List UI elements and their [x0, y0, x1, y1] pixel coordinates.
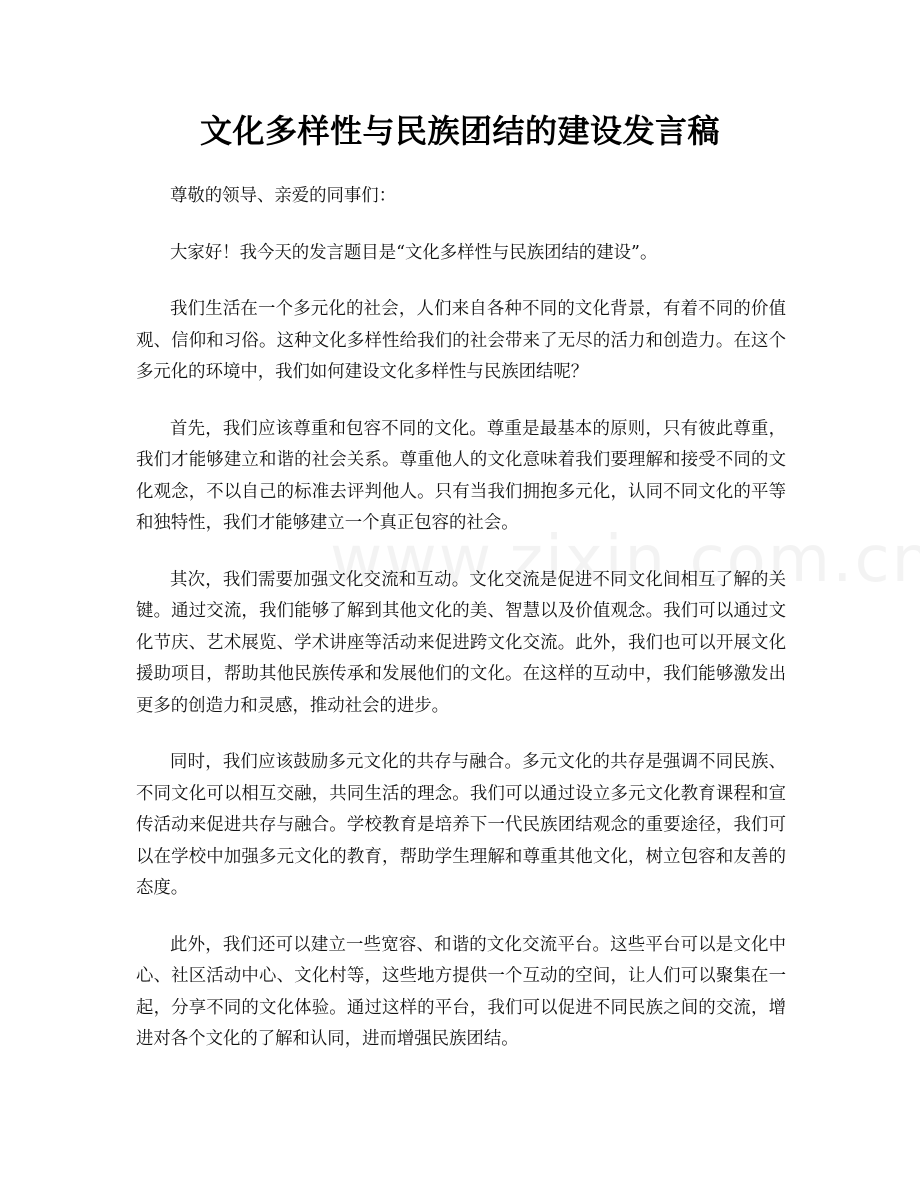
respect-paragraph: 首先，我们应该尊重和包容不同的文化。尊重是最基本的原则，只有彼此尊重，我们才能够建立和谐的社会关系。尊重他人的文化意味着我们要理解和接受不同的文化观念，不以自己的标准去评判他人。只有当我们拥抱多元化，认同不同文化的平等和独特性，我们才能够建立一个真正包容的社会。: [136, 418, 786, 533]
salutation-paragraph: 尊敬的领导、亲爱的同事们：: [170, 186, 397, 206]
page-title: 文化多样性与民族团结的建设发言稿: [199, 112, 720, 150]
intro-paragraph: 我们生活在一个多元化的社会，人们来自各种不同的文化背景，有着不同的价值观、信仰和习俗。这种文化多样性给我们的社会带来了无尽的活力和创造力。在这个多元化的环境中，我们如何建设文化多样性与民族团结呢？: [136, 299, 786, 382]
document-body: [136, 181, 786, 1081]
coexistence-paragraph: 同时，我们应该鼓励多元文化的共存与融合。多元文化的共存是强调不同民族、不同文化可以相互交融，共同生活的理念。我们可以通过设立多元文化教育课程和宣传活动来促进共存与融合。学校教育是培养下一代民族团结观念的重要途径，我们可以在学校中加强多元文化的教育，帮助学生理解和尊重其他文化，树立包容和友善的态度。: [136, 752, 786, 898]
greeting-paragraph: 大家好！我今天的发言题目是“文化多样性与民族团结的建设”。: [170, 242, 658, 263]
exchange-paragraph: 其次，我们需要加强文化交流和互动。文化交流是促进不同文化间相互了解的关键。通过交流，我们能够了解到其他文化的美、智慧以及价值观念。我们可以通过文化节庆、艺术展览、学术讲座等活动来促进跨文化交流。此外，我们也可以开展文化援助项目，帮助其他民族传承和发展他们的文化。在这样的互动中，我们能够激发出更多的创造力和灵感，推动社会的进步。: [136, 569, 786, 716]
platform-paragraph: 此外，我们还可以建立一些宽容、和谐的文化交流平台。这些平台可以是文化中心、社区活动中心、文化村等，这些地方提供一个互动的空间，让人们可以聚集在一起，分享不同的文化体验。通过这样的平台，我们可以促进不同民族之间的交流，增进对各个文化的了解和认同，进而增强民族团结。: [136, 934, 786, 1049]
